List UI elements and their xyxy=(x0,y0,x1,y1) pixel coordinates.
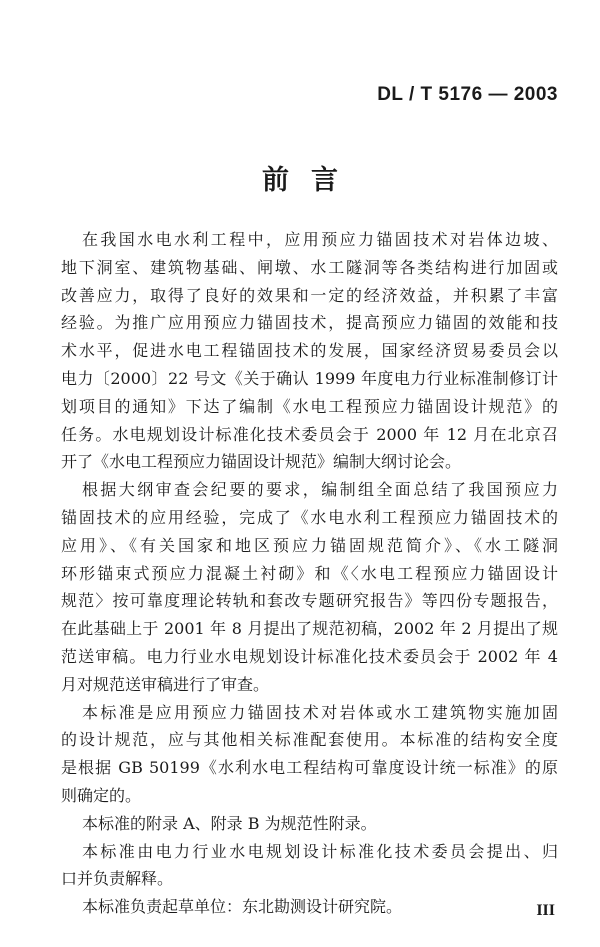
text-line: 地下洞室、建筑物基础、闸墩、水工隧洞等各类结构进行加固或 xyxy=(61,257,558,277)
text-line: 本标准的附录 A、附录 B 为规范性附录。 xyxy=(82,813,377,833)
text-line: 则确定的。 xyxy=(61,785,142,805)
paragraph xyxy=(61,838,558,894)
text-line: 的设计规范，应与其他相关标准配套使用。本标准的结构安全度 xyxy=(61,730,558,750)
text-line: 本标准是应用预应力锚固技术对岩体或水工建筑物实施加固 xyxy=(82,702,558,722)
text-line: 根据大纲审查会纪要的要求，编制组全面总结了我国预应力 xyxy=(82,480,558,500)
paragraph xyxy=(61,893,558,921)
text-line: 应用》、《有关国家和地区预应力锚固规范简介》、《水工隧洞 xyxy=(61,535,558,555)
text-line: 开了《水电工程预应力锚固设计规范》编制大纲讨论会。 xyxy=(61,452,462,472)
text-line: 本标准由电力行业水电规划设计标准化技术委员会提出、归 xyxy=(82,841,558,861)
paragraph xyxy=(61,699,558,810)
text-line: 月对规范送审稿进行了审查。 xyxy=(61,674,270,694)
text-line: 电力〔2000〕22 号文《关于确认 1999 年度电力行业标准制修订计 xyxy=(61,368,558,388)
paragraph xyxy=(61,226,558,476)
text-line: 划项目的通知》下达了编制《水电工程预应力锚固设计规范》的 xyxy=(61,396,558,416)
text-line: 改善应力，取得了良好的效果和一定的经济效益，并积累了丰富 xyxy=(61,285,558,305)
standard-number-header: DL / T 5176 — 2003 xyxy=(377,84,558,105)
text-line: 口并负责解释。 xyxy=(61,869,174,889)
paragraph xyxy=(61,476,558,698)
text-line: 任务。水电规划设计标准化技术委员会于 2000 年 12 月在北京召 xyxy=(61,424,558,444)
text-line: 范送审稿。电力行业水电规划设计标准化技术委员会于 2002 年 4 xyxy=(61,646,558,666)
text-line: 经验。为推广应用预应力锚固技术，提高预应力锚固的效能和技 xyxy=(61,313,558,333)
text-line: 是根据 GB 50199《水利水电工程结构可靠度设计统一标准》的原 xyxy=(61,758,558,778)
paragraph xyxy=(61,810,558,838)
text-line: 在此基础上于 2001 年 8 月提出了规范初稿，2002 年 2 月提出了规 xyxy=(61,619,558,639)
text-line: 环形锚束式预应力混凝土衬砌》和《〈水电工程预应力锚固设计 xyxy=(61,563,558,583)
preface-body xyxy=(61,226,558,921)
text-line: 在我国水电水利工程中，应用预应力锚固技术对岩体边坡、 xyxy=(82,230,558,249)
text-line: 锚固技术的应用经验，完成了《水电水利工程预应力锚固技术的 xyxy=(61,507,558,527)
text-line: 术水平，促进水电工程锚固技术的发展，国家经济贸易委员会以 xyxy=(61,341,558,361)
page-title: 前言 xyxy=(262,165,360,196)
text-line: 本标准负责起草单位：东北勘测设计研究院。 xyxy=(82,897,403,917)
text-line: 规范〉按可靠度理论转轨和套改专题研究报告》等四份专题报告， xyxy=(61,591,558,611)
page-number: III xyxy=(536,902,555,919)
